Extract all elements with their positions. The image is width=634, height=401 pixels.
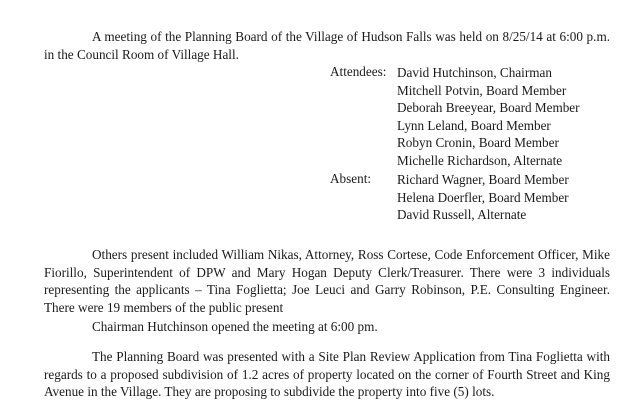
attendee-name: Mitchell Potvin, Board Member [397,82,567,98]
attendee-name: Lynn Leland, Board Member [397,117,551,133]
attendee-name: David Hutchinson, Chairman [397,65,552,80]
absent-label: Absent: [330,171,372,186]
attendees-label: Attendees: [330,64,387,79]
attendee-name: Deborah Breeyear, Board Member [397,100,580,115]
attendees-list [397,64,580,169]
attendee-name: Robyn Cronin, Board Member [397,135,559,150]
attendee-name: Michelle Richardson, Alternate [397,152,563,168]
opening-paragraph: A meeting of the Planning Board of the Village of Hudson Falls was held on 8/25/14 at 6:00 p.m. in the Council Room of Village Hall. [44,29,610,62]
absent-name: Helena Doerfler, Board Member [397,189,569,205]
opening-statement: Chairman Hutchinson opened the meeting at 6:00 pm. [92,319,378,334]
absent-list [397,171,569,224]
absent-name: David Russell, Alternate [397,207,527,222]
absent-name: Richard Wagner, Board Member [397,172,569,187]
others-present-paragraph: Others present included William Nikas, Attorney, Ross Cortese, Code Enforcement Officer, Mike Fiorillo, Superintendent of DPW and Mary Hogan Deputy Clerk/Treasurer. There were 3 individuals representing the applicants – Tina Foglietta; Joe Leuci and Garry Robinson, P.E. Consulting Engineer. There were 19 members of the public present [44,247,610,315]
site-plan-paragraph: The Planning Board was presented with a Site Plan Review Application from Tina Foglietta with regards to a proposed subdivision of 1.2 acres of property located on the corner of Fourth Street and King Avenue in the Village. They are proposing to subdivide the property into five (5) lots. [44,349,610,399]
